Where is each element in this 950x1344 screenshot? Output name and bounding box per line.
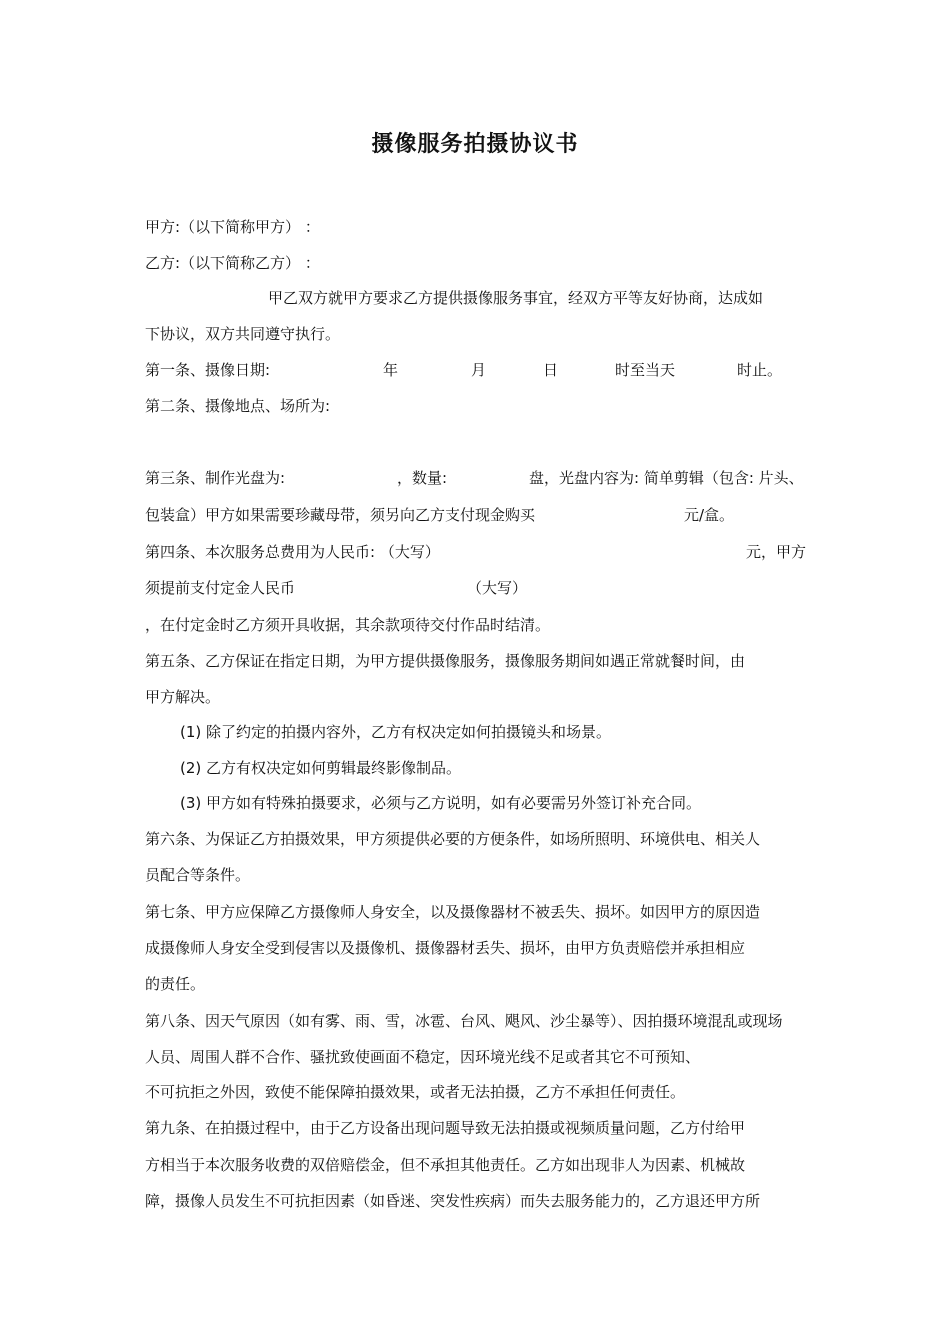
article-3-content: 盘，光盘内容为: 简单剪辑（包含: 片头、 bbox=[529, 469, 804, 487]
article-7-line-2: 成摄像师人身安全受到侵害以及摄像机、摄像器材丢失、损坏，由甲方负责赔偿并承担相应 bbox=[145, 939, 746, 957]
article-1-year: 年 bbox=[383, 361, 399, 379]
article-1-day: 日 bbox=[543, 361, 559, 379]
intro-line-1: 甲乙双方就甲方要求乙方提供摄像服务事宜，经双方平等友好协商，达成如 bbox=[268, 289, 764, 307]
intro-line-2: 下协议，双方共同遵守执行。 bbox=[145, 325, 341, 343]
article-9-line-2: 方相当于本次服务收费的双倍赔偿金，但不承担其他责任。乙方如出现非人为因素、机械故 bbox=[145, 1156, 746, 1174]
article-5-item-2: (2) 乙方有权决定如何剪辑最终影像制品。 bbox=[180, 759, 462, 777]
article-4-daxie: （大写） bbox=[467, 579, 528, 597]
article-5-item-1: (1) 除了约定的拍摄内容外，乙方有权决定如何拍摄镜头和场景。 bbox=[180, 723, 612, 741]
article-8-line-1: 第八条、因天气原因（如有雾、雨、雪，冰雹、台风、飓风、沙尘暴等）、因拍摄环境混乱或现场 bbox=[145, 1012, 783, 1030]
article-3-line-2: 包装盒）甲方如果需要珍藏母带，须另向乙方支付现金购买 bbox=[145, 506, 536, 524]
article-6-line-2: 员配合等条件。 bbox=[145, 866, 251, 884]
article-2-line: 第二条、摄像地点、场所为: bbox=[145, 397, 331, 415]
article-5-item-3: (3) 甲方如有特殊拍摄要求，必须与乙方说明，如有必要需另外签订补充合同。 bbox=[180, 794, 702, 812]
article-8-line-3: 不可抗拒之外因，致使不能保障拍摄效果，或者无法拍摄，乙方不承担任何责任。 bbox=[145, 1083, 686, 1101]
article-7-line-1: 第七条、甲方应保障乙方摄像师人身安全，以及摄像器材不被丢失、损坏。如因甲方的原因造 bbox=[145, 903, 761, 921]
article-8-line-2: 人员、周围人群不合作、骚扰致使画面不稳定，因环境光线不足或者其它不可预知、 bbox=[145, 1048, 701, 1066]
party-b-line: 乙方:（以下简称乙方） ： bbox=[145, 254, 320, 272]
article-9-line-3: 障，摄像人员发生不可抗拒因素（如昏迷、突发性疾病）而失去服务能力的，乙方退还甲方所 bbox=[145, 1192, 761, 1210]
page-title: 摄像服务拍摄协议书 bbox=[371, 132, 579, 157]
party-a-line: 甲方:（以下简称甲方） ： bbox=[145, 218, 320, 236]
article-4-yuan: 元，甲方 bbox=[746, 543, 807, 561]
article-4-line-3: ，在付定金时乙方须开具收据，其余款项待交付作品时结清。 bbox=[145, 616, 551, 634]
article-1-to: 时止。 bbox=[737, 361, 783, 379]
article-7-line-3: 的责任。 bbox=[145, 975, 206, 993]
article-1-from: 时至当天 bbox=[615, 361, 676, 379]
article-6-line-1: 第六条、为保证乙方拍摄效果，甲方须提供必要的方便条件，如场所照明、环境供电、相关人 bbox=[145, 830, 761, 848]
article-4-line-1: 第四条、本次服务总费用为人民币: （大写） bbox=[145, 543, 440, 561]
article-5-line-2: 甲方解决。 bbox=[145, 688, 221, 706]
article-5-line-1: 第五条、乙方保证在指定日期，为甲方提供摄像服务，摄像服务期间如遇正常就餐时间，由 bbox=[145, 652, 746, 670]
article-9-line-1: 第九条、在拍摄过程中，由于乙方设备出现问题导致无法拍摄或视频质量问题，乙方付给甲 bbox=[145, 1119, 746, 1137]
article-3-price-unit: 元/盒。 bbox=[684, 506, 735, 524]
article-1-month: 月 bbox=[471, 361, 487, 379]
article-3-qty: ，数量: bbox=[397, 469, 448, 487]
article-1-label: 第一条、摄像日期: bbox=[145, 361, 271, 379]
article-4-line-2: 须提前支付定金人民币 bbox=[145, 579, 296, 597]
article-3-label: 第三条、制作光盘为: bbox=[145, 469, 286, 487]
